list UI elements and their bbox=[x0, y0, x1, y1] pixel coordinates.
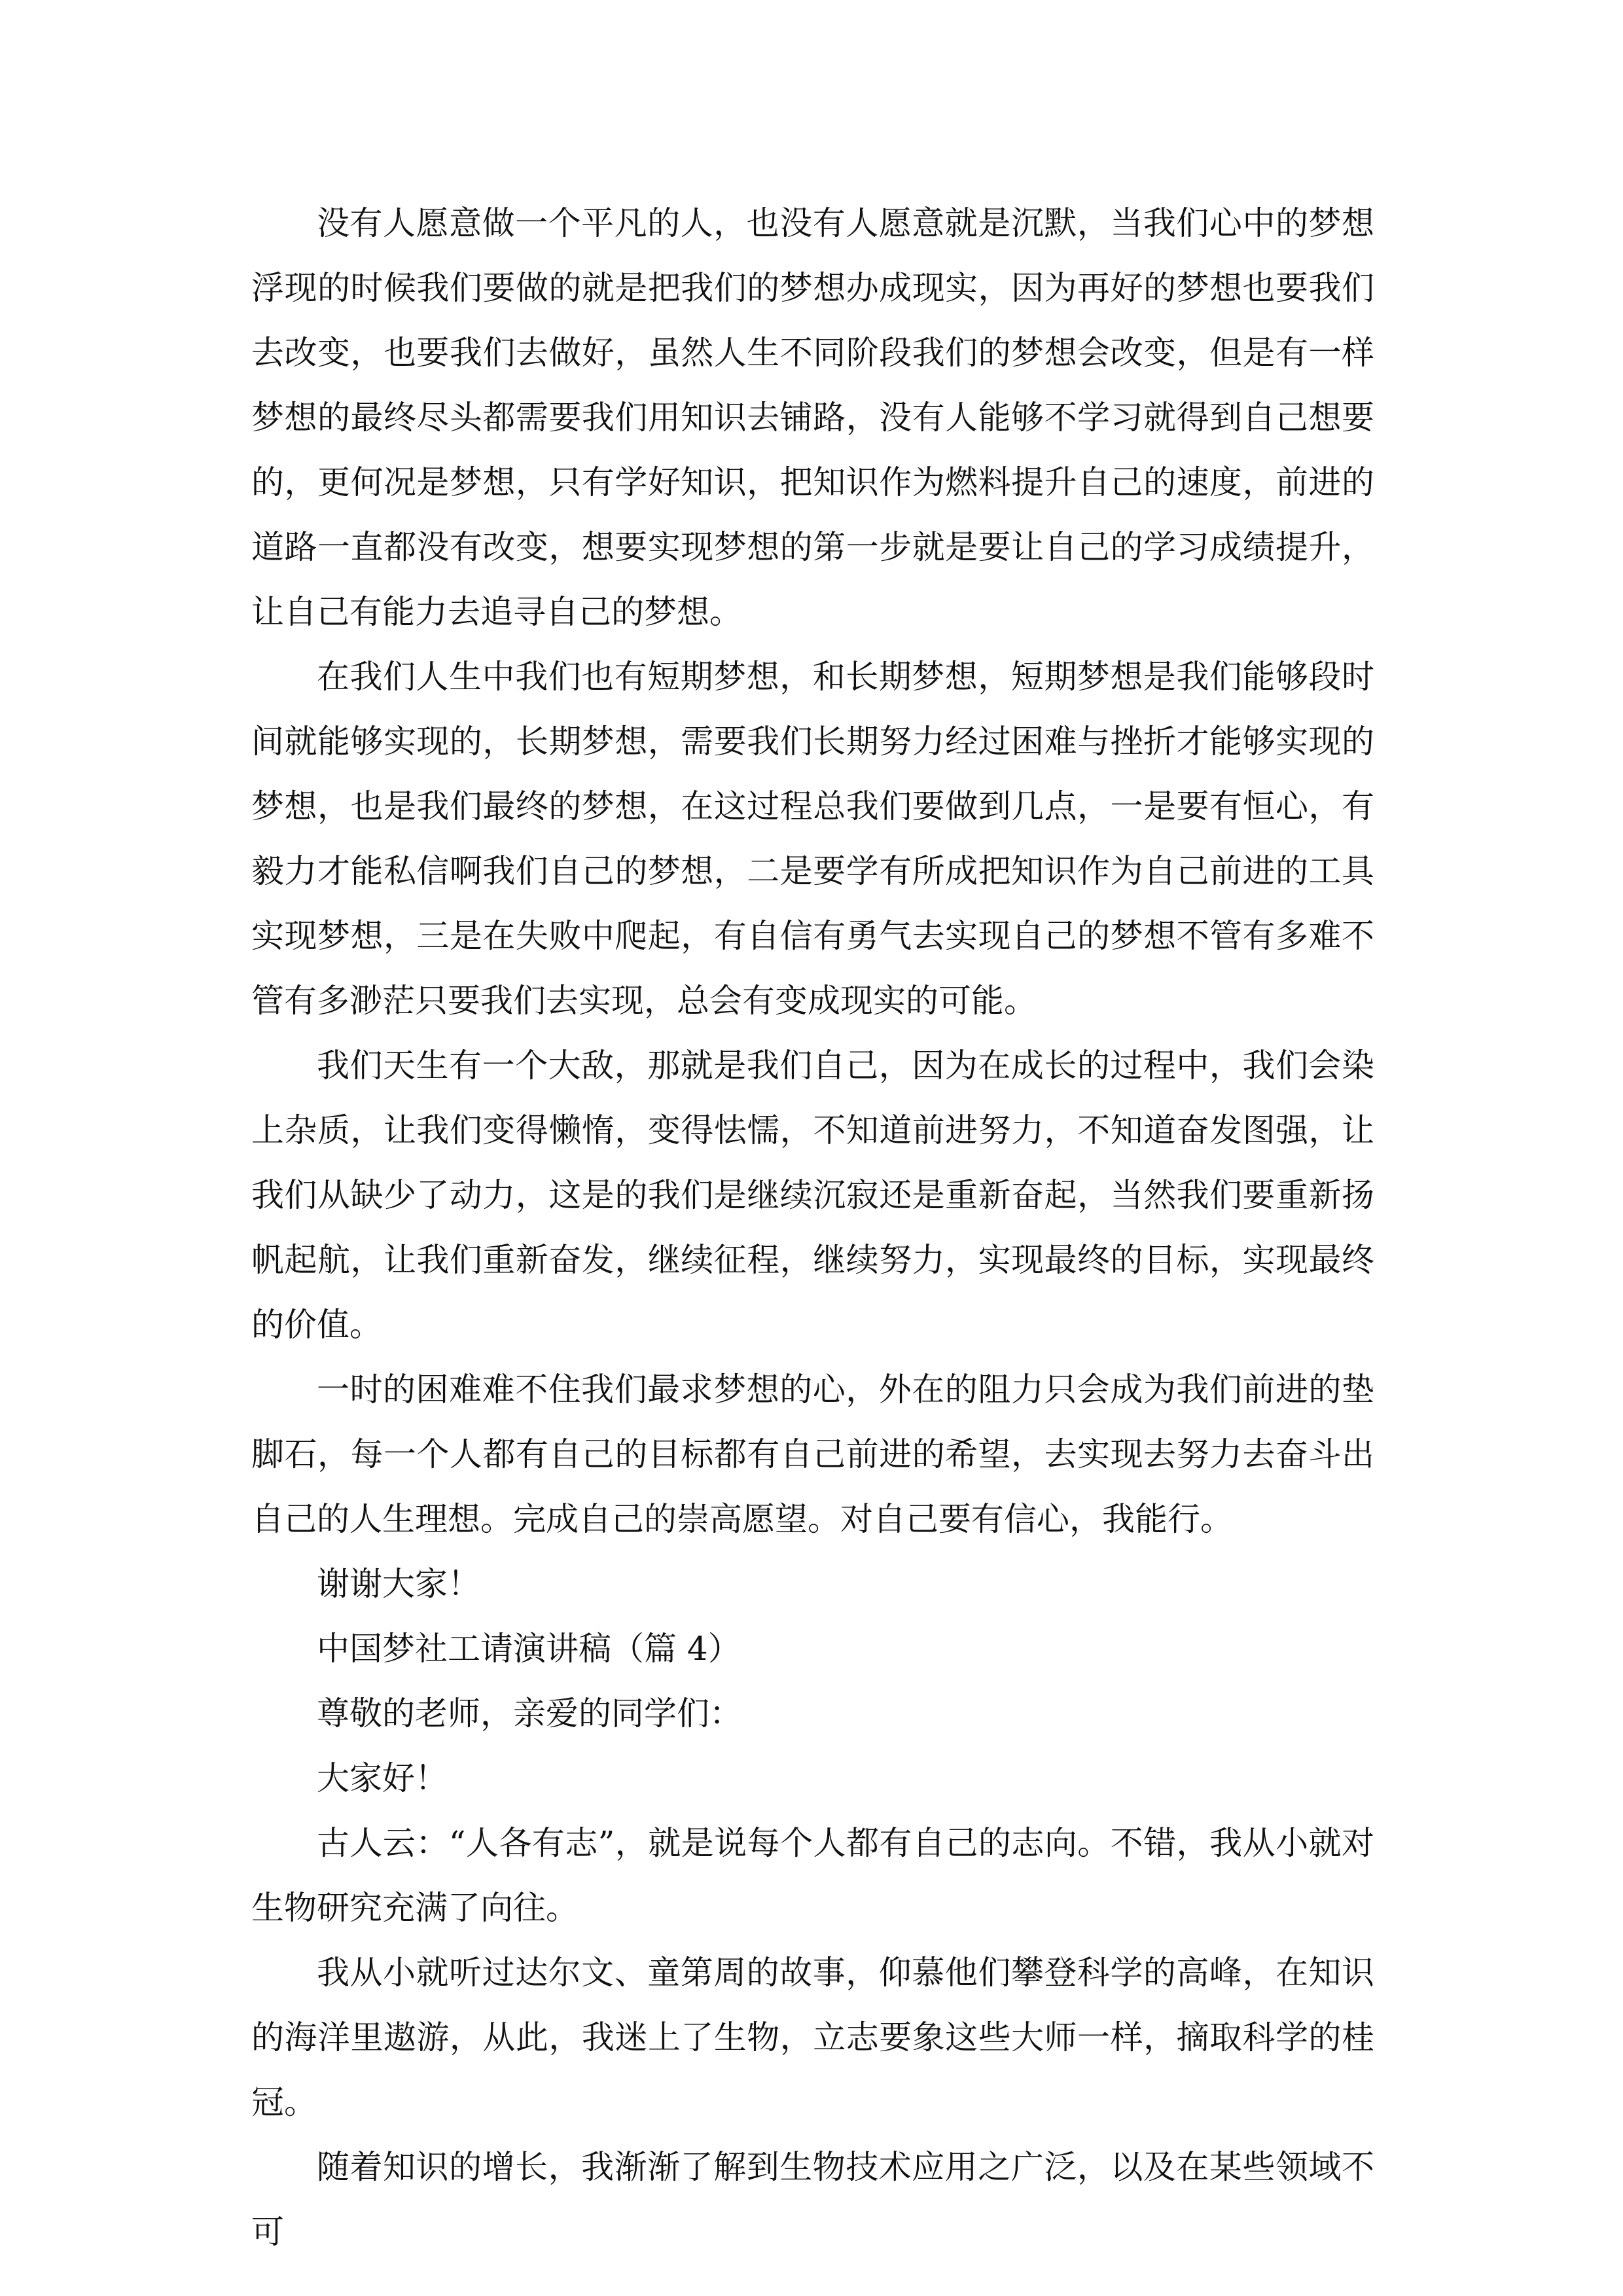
paragraph: 在我们人生中我们也有短期梦想，和长期梦想，短期梦想是我们能够段时间就能够实现的，长期梦想，需要我们长期努力经过困难与挫折才能够实现的梦想，也是我们最终的梦想，在这过程总我们要做到几点，一是要有恒心，有毅力才能私信啊我们自己的梦想，二是要学有所成把知识作为自己前进的工具实现梦想，三是在失败中爬起，有自信有勇气去实现自己的梦想不管有多难不管有多渺茫只要我们去实现，总会有变成现实的可能。 bbox=[251, 658, 1374, 1020]
section-title: 中国梦社工请演讲稿（篇 4） bbox=[317, 1630, 741, 1668]
paragraph: 没有人愿意做一个平凡的人，也没有人愿意就是沉默，当我们心中的梦想浮现的时候我们要做的就是把我们的梦想办成现实，因为再好的梦想也要我们去改变，也要我们去做好，虽然人生不同阶段我们的梦想会改变，但是有一样梦想的最终尽头都需要我们用知识去铺路，没有人能够不学习就得到自己想要的，更何况是梦想，只有学好知识，把知识作为燃料提升自己的速度，前进的道路一直都没有改变，想要实现梦想的第一步就是要让自己的学习成绩提升，让自己有能力去追寻自己的梦想。 bbox=[251, 204, 1374, 631]
paragraph: 一时的困难难不住我们最求梦想的心，外在的阻力只会成为我们前进的垫脚石，每一个人都有自己的目标都有自己前进的希望，去实现去努力去奋斗出自己的人生理想。完成自己的崇高愿望。对自己要有信心，我能行。 bbox=[251, 1371, 1374, 1538]
paragraph: 我们天生有一个大敌，那就是我们自己，因为在成长的过程中，我们会染上杂质，让我们变得懒惰，变得怯懦，不知道前进努力，不知道奋发图强，让我们从缺少了动力，这是的我们是继续沉寂还是重新奋起，当然我们要重新扬帆起航，让我们重新奋发，继续征程，继续努力，实现最终的目标，实现最终的价值。 bbox=[251, 1047, 1374, 1344]
paragraph: 随着知识的增长，我渐渐了解到生物技术应用之广泛，以及在某些领域不可 bbox=[251, 2148, 1374, 2251]
paragraph: 我从小就听过达尔文、童第周的故事，仰慕他们攀登科学的高峰，在知识的海洋里遨游，从此，我迷上了生物，立志要象这些大师一样，摘取科学的桂冠。 bbox=[251, 1954, 1374, 2121]
paragraph: 古人云：“人各有志”，就是说每个人都有自己的志向。不错，我从小就对生物研究充满了向往。 bbox=[251, 1824, 1374, 1927]
closing-thanks: 谢谢大家！ bbox=[317, 1565, 480, 1603]
salutation: 尊敬的老师，亲爱的同学们： bbox=[317, 1695, 742, 1732]
document-body bbox=[251, 191, 1374, 2265]
greeting: 大家好！ bbox=[317, 1759, 448, 1797]
